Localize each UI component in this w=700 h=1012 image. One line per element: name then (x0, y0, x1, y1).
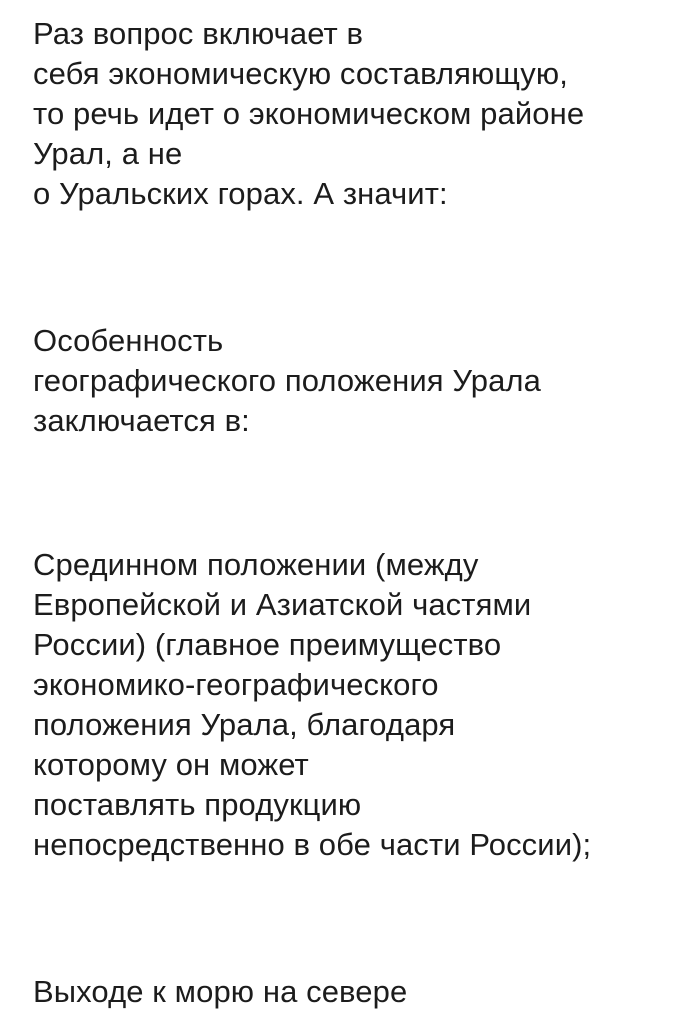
text-line: Раз вопрос включает в (33, 16, 364, 51)
text-line: Срединном положении (между (33, 547, 479, 582)
intro-paragraph (33, 14, 693, 214)
feature-heading-paragraph (33, 321, 693, 441)
text-line: то речь идет о экономическом районе (33, 96, 585, 131)
paragraph-spacer (33, 441, 693, 545)
sea-access-paragraph (33, 972, 693, 1012)
paragraph-spacer (33, 865, 693, 972)
document-body (33, 14, 693, 1012)
text-line: Европейской и Азиатской частями (33, 587, 532, 622)
text-line: Урал, а не (33, 136, 183, 171)
text-line: непосредственно в обе части России); (33, 827, 592, 862)
text-line: которому он может (33, 747, 309, 782)
text-line: о Уральских горах. А значит: (33, 176, 448, 211)
text-line: Выходе к морю на севере (33, 974, 408, 1009)
text-line: географического положения Урала (33, 363, 541, 398)
text-line: поставлять продукцию (33, 787, 362, 822)
text-line: Особенность (33, 323, 224, 358)
text-line: себя экономическую составляющую, (33, 56, 568, 91)
paragraph-spacer (33, 214, 693, 321)
text-line: России) (главное преимущество (33, 627, 502, 662)
middle-position-paragraph (33, 545, 693, 865)
text-line: заключается в: (33, 403, 250, 438)
text-line: экономико-географического (33, 667, 439, 702)
text-line: положения Урала, благодаря (33, 707, 456, 742)
